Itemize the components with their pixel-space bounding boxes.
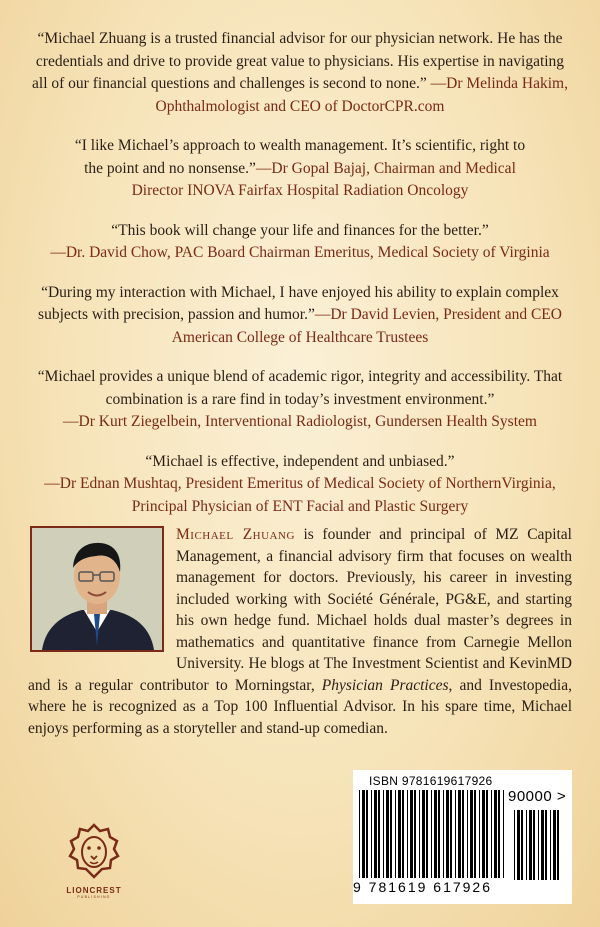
barcode-bar — [557, 810, 559, 880]
barcode-bar — [398, 790, 401, 878]
testimonials — [28, 28, 572, 535]
barcode-bar — [386, 790, 389, 878]
barcode-bar — [371, 790, 372, 878]
barcode-bar — [402, 790, 404, 878]
testimonial — [28, 28, 572, 118]
barcode-bar — [553, 810, 556, 880]
testimonial — [28, 135, 572, 203]
barcode-bar — [446, 790, 449, 878]
testimonial-quote: “I like Michael’s approach to wealth management. It’s scientific, right to the point and no nonsense.” — [74, 137, 526, 177]
barcode-bar — [378, 790, 380, 878]
author-portrait-image — [32, 528, 162, 650]
publisher-logo — [57, 823, 131, 899]
publisher-name: LIONCREST — [66, 886, 122, 895]
testimonial-attribution: —Dr Melinda Hakim, Ophthalmologist and CEO of DoctorCPR.com — [155, 75, 568, 115]
barcode-bar — [467, 790, 468, 878]
isbn-label: ISBN 9781619617926 — [369, 774, 493, 788]
testimonial-attribution: —Dr. David Chow, PAC Board Chairman Emeritus, Medical Society of Virginia — [50, 244, 550, 261]
barcode-bar — [458, 790, 461, 878]
barcode-bar — [529, 810, 532, 880]
barcode-bar — [462, 790, 464, 878]
barcode-bar — [455, 790, 456, 878]
barcode-bar — [514, 810, 515, 880]
testimonial-attribution: —Dr Gopal Bajaj, Chairman and Medical Director INOVA Fairfax Hospital Radiation Oncology — [131, 159, 516, 199]
barcode-bar — [450, 790, 452, 878]
barcode-bar — [550, 810, 551, 880]
bio-italic-title: Physician Practices — [321, 676, 449, 694]
bio-text-part: is founder and principal of MZ Capital Management, a financial advisory firm that focuses on wealth management for doctors. Previously, his career in investing included working with Société Générale, PG&E, and starting his own hedge fund. Michael holds dual master’s degrees in mathematics and quantitative finance from Carnegie Mellon University. He blogs at The Investment Scientist and KevinMD and is a regular contributor to Morningstar, — [28, 526, 572, 694]
barcode-bar — [419, 790, 420, 878]
author-name: Michael Zhuang — [176, 526, 295, 543]
barcode-bar — [407, 790, 408, 878]
barcode-bar — [410, 790, 413, 878]
barcode-bar — [533, 810, 535, 880]
bio-text-part: , and Investopedia, where he is recognized as a Top 100 Influential Advisor. In his spare time, Michael enjoys performing as a storyteller and stand-up comedian. — [28, 676, 572, 737]
barcode-bar — [443, 790, 444, 878]
ean-digits: 9 781619 617926 — [353, 879, 492, 895]
barcode-bar — [541, 810, 544, 880]
barcode-bar — [479, 790, 480, 878]
barcode-bar — [545, 810, 547, 880]
addon-barcode-bars — [512, 810, 564, 880]
isbn-barcode — [353, 770, 572, 904]
testimonial — [28, 220, 572, 265]
barcode-bar — [426, 790, 428, 878]
barcode-bar — [422, 790, 425, 878]
barcode-bar — [366, 790, 368, 878]
testimonial — [28, 366, 572, 434]
barcode-bar — [374, 790, 377, 878]
author-photo — [30, 526, 164, 652]
testimonial-attribution: —Dr David Levien, President and CEO American College of Healthcare Trustees — [171, 306, 562, 346]
lion-icon — [68, 823, 120, 879]
testimonial-attribution: —Dr Ednan Mushtaq, President Emeritus of Medical Society of NorthernVirginia, Principal Physician of ENT Facial and Plastic Surgery — [44, 475, 556, 515]
barcode-bar — [526, 810, 527, 880]
testimonial — [28, 451, 572, 519]
barcode-bar — [390, 790, 392, 878]
barcode-bar — [486, 790, 488, 878]
barcode-bar — [414, 790, 416, 878]
barcode-bar — [482, 790, 485, 878]
barcode-bar — [538, 810, 539, 880]
testimonial-quote: “During my interaction with Michael, I have enjoyed his ability to explain complex subjects with precision, passion and humor.” — [38, 283, 559, 323]
testimonial-quote: “Michael provides a unique blend of academic rigor, integrity and accessibility. That combination is a rare find in today’s investment environment.” — [37, 368, 563, 408]
author-bio — [28, 524, 572, 739]
barcode-bar — [359, 790, 360, 878]
barcode-bar — [498, 790, 500, 878]
barcode-bar — [470, 790, 473, 878]
testimonial-quote: “This book will change your life and finances for the better.” — [111, 221, 489, 239]
testimonial-attribution: —Dr Kurt Ziegelbein, Interventional Radiologist, Gundersen Health System — [63, 413, 537, 430]
barcode-bar — [494, 790, 497, 878]
testimonial-quote: “Michael is effective, independent and unbiased.” — [145, 452, 455, 470]
ean-barcode-bars — [357, 790, 507, 880]
testimonial — [28, 282, 572, 350]
barcode-bar — [438, 790, 440, 878]
barcode-bar — [434, 790, 437, 878]
testimonial-quote: “Michael Zhuang is a trusted financial advisor for our physician network. He has the credentials and drive to provide great value to physicians. His expertise in navigating all of our financial questions and challenges is second to none.” — [32, 30, 565, 92]
barcode-bar — [503, 790, 504, 878]
barcode-bar — [521, 810, 523, 880]
barcode-bar — [383, 790, 384, 878]
barcode-bar — [395, 790, 396, 878]
barcode-bar — [474, 790, 476, 878]
barcode-bar — [431, 790, 432, 878]
barcode-bar — [491, 790, 492, 878]
price-code-label: 90000 > — [508, 788, 567, 805]
barcode-bar — [362, 790, 365, 878]
barcode-bar — [517, 810, 520, 880]
publisher-subname: PUBLISHING — [77, 895, 111, 899]
